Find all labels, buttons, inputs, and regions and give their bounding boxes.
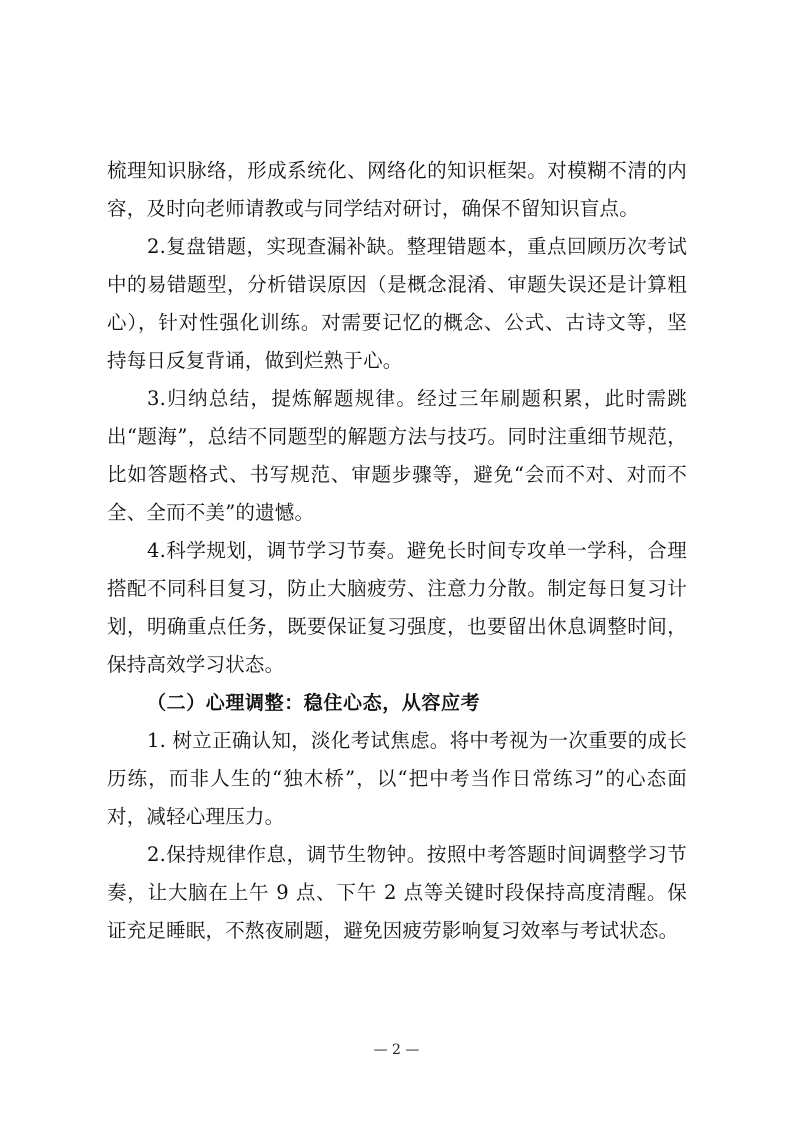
paragraph-review-mistakes: 2.复盘错题，实现查漏补缺。整理错题本，重点回顾历次考试中的易错题型，分析错误原因（是概念混淆、审题失误还是计算粗心），针对性强化训练。对需要记忆的概念、公式、古诗文等，坚持每日反复背诵，做到烂熟于心。 [107,235,687,372]
paragraph-regular-schedule: 2.保持规律作息，调节生物钟。按照中考答题时间调整学习节奏，让大脑在上午 9 点、下午 2 点等关键时段保持高度清醒。保证充足睡眠，不熬夜刷题，避免因疲劳影响复习效率与考试状态。 [107,843,687,942]
section-heading-psychology: （二）心理调整：稳住心态，从容应考 [147,692,481,714]
paragraph-plan-rhythm: 4.科学规划，调节学习节奏。避免长时间专攻单一学科，合理搭配不同科目复习，防止大脑疲劳、注意力分散。制定每日复习计划，明确重点任务，既要保证复习强度，也要留出休息调整时间，保持高效学习状态。 [107,539,687,676]
paragraph-correct-cognition: 1. 树立正确认知，淡化考试焦虑。将中考视为一次重要的成长历练，而非人生的“独木桥”，以“把中考当作日常练习”的心态面对，减轻心理压力。 [107,729,687,828]
page-number: — 2 — [373,1042,420,1058]
paragraph-continuation: 梳理知识脉络，形成系统化、网络化的知识框架。对模糊不清的内容，及时向老师请教或与同学结对研讨，确保不留知识盲点。 [107,159,687,220]
paragraph-summarize-rules: 3.归纳总结，提炼解题规律。经过三年刷题积累，此时需跳出“题海”，总结不同题型的解题方法与技巧。同时注重细节规范，比如答题格式、书写规范、审题步骤等，避免“会而不对、对而不全、全而不美”的遗憾。 [107,387,687,524]
document-body [107,152,687,950]
